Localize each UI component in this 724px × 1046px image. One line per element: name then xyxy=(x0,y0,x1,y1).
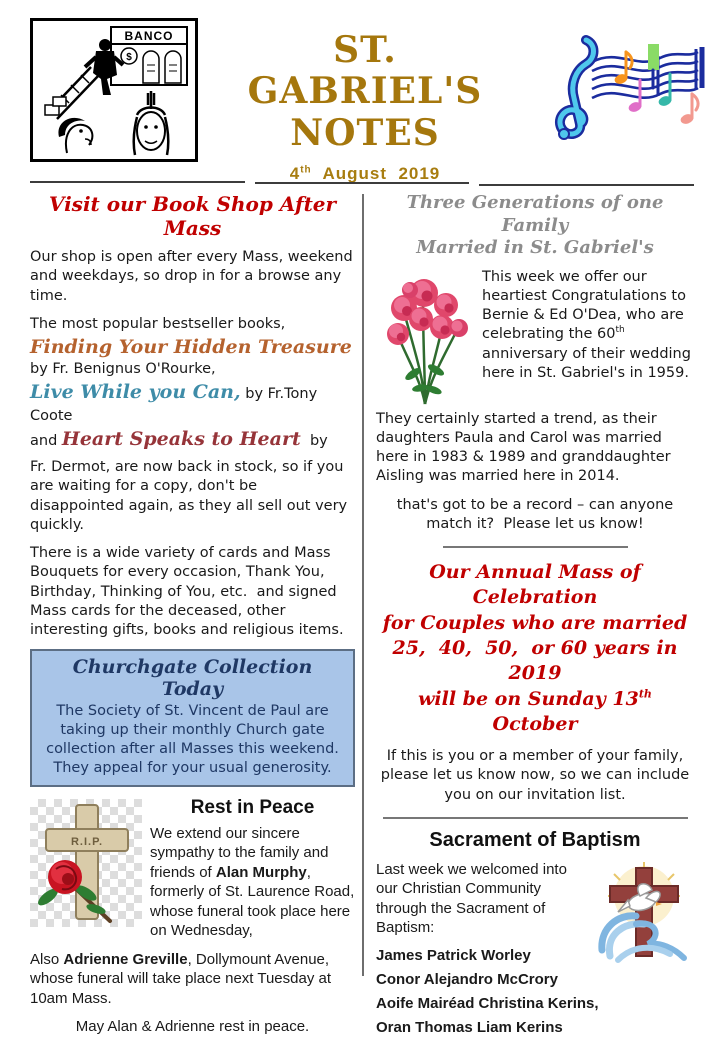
rip-cross-text: R.I.P. xyxy=(70,835,104,848)
bookshop-paragraph-4: There is a wide variety of cards and Mass Bouquets for every occasion, Thank You, Birthday, Thinking of You, etc. and signed Mass cards for the deceased, other interesting gifts, books and religious items. xyxy=(30,545,344,639)
book-author-2: by Fr.Tony Coote xyxy=(30,386,322,424)
rip-cross-rose-svg xyxy=(30,799,142,927)
column-divider xyxy=(362,194,364,976)
book-line-3 xyxy=(30,428,355,452)
baptism-name: Aoife Mairéad Christina Kerins, xyxy=(376,994,599,1012)
bookshop-paragraph-2: The most popular bestseller books, xyxy=(30,315,286,332)
newsletter-title-line2: NOTES xyxy=(290,111,440,154)
header-divider-segment xyxy=(479,184,694,186)
rip-paragraph-3: May Alan & Adrienne rest in peace. xyxy=(75,1018,310,1036)
peony-bouquet-svg xyxy=(376,268,474,406)
generations-paragraph-2: They certainly started a trend, as their daughters Paula and Carol was married here in 1983 & 1989 and granddaughter Aisling was married here in 2014. xyxy=(376,410,671,485)
baptism-block xyxy=(376,860,694,1036)
masthead xyxy=(210,30,520,184)
peony-bouquet-image xyxy=(376,268,474,406)
baptism-heading: Sacrament of Baptism xyxy=(429,828,641,851)
banco-cartoon-svg xyxy=(33,21,195,159)
bookshop-heading: Visit our Book Shop After Mass xyxy=(48,192,337,240)
generations-heading-line2: Married in St. Gabriel's xyxy=(416,237,654,258)
rip-name-alan-murphy: Alan Murphy xyxy=(215,863,307,881)
annual-mass-line1: Our Annual Mass of Celebration xyxy=(429,561,641,609)
rip-paragraph-2 xyxy=(30,950,355,1009)
rip-name-adrienne-greville: Adrienne Greville xyxy=(63,950,188,968)
newsletter-title-line1: ST. GABRIEL'S xyxy=(247,29,483,113)
annual-mass-line2: for Couples who are married xyxy=(382,611,688,634)
annual-mass-paragraph: If this is you or a member of your family, please let us know now, so we can include you on our invitation list. xyxy=(380,748,690,803)
book-author-3: by xyxy=(300,433,328,450)
date-number: 4 xyxy=(289,164,301,184)
book-author-1: by Fr. Benignus O'Rourke, xyxy=(30,360,216,377)
book-title-heart-speaks-to-heart: Heart Speaks to Heart xyxy=(61,428,301,451)
header-divider xyxy=(30,181,694,183)
date-ordinal: th xyxy=(300,164,312,176)
generations-intro-block xyxy=(376,268,694,384)
book-title-finding-your-hidden-treasure: Finding Your Hidden Treasure xyxy=(30,336,352,359)
generations-heading-line1: Three Generations of one Family xyxy=(406,192,664,236)
annual-mass-announcement xyxy=(376,560,694,737)
baptism-intro: Last week we welcomed into our Christian Community through the Sacrament of Baptism: xyxy=(376,860,567,937)
churchgate-heading: Churchgate Collection Today xyxy=(72,656,313,701)
generations-p1-ordinal: th xyxy=(615,325,625,336)
music-notes-image xyxy=(540,22,708,160)
generations-paragraph-3: that's got to be a record – can anyone match it? Please let us know! xyxy=(396,496,678,532)
right-column xyxy=(376,192,694,1043)
annual-mass-line4 xyxy=(376,687,694,738)
rip-p1-start: We extend our sincere sympathy to the family and friends of xyxy=(150,824,329,881)
annual-mass-line3: 25, 40, 50, or 60 years in 2019 xyxy=(392,636,685,685)
annual-mass-line4-end: October xyxy=(492,712,578,735)
rip-p2-end: , Dollymount Avenue, whose funeral will take place next Tuesday at 10am Mass. xyxy=(30,950,332,1007)
generations-p1-end: anniversary of their wedding here in St. Gabriel's in 1959. xyxy=(482,345,691,381)
rip-heading: Rest in Peace xyxy=(190,796,315,818)
churchgate-collection-box xyxy=(30,649,355,786)
rip-cross-rose-image xyxy=(30,799,142,927)
churchgate-body: The Society of St. Vincent de Paul are taking up their monthly Church gate collection after all Masses this weekend. They appeal for your usual generosity. xyxy=(46,703,339,776)
bookshop-paragraph-1: Our shop is open after every Mass, weekend and weekdays, so drop in for a browse any time. xyxy=(30,249,353,304)
banco-sign-text: BANCO xyxy=(124,29,174,43)
book-line-2 xyxy=(30,381,355,426)
bookshop-paragraph-3: Fr. Dermot, are now back in stock, so if you are waiting for a copy, don't be disappointed again, as they all sell out very quickly. xyxy=(30,458,348,533)
annual-mass-line4-ordinal: th xyxy=(638,687,652,701)
baptism-name: James Patrick Worley xyxy=(376,946,531,964)
section-rule xyxy=(443,546,628,548)
rip-p2-start: Also xyxy=(30,950,64,968)
header-divider-segment xyxy=(255,182,470,184)
baptism-cross-dove-image xyxy=(590,860,694,962)
banco-dollar-text: $ xyxy=(126,52,132,63)
baptism-cross-dove-svg xyxy=(590,860,694,962)
rip-p1-end: , formerly of St. Laurence Road, whose funeral took place here on Wednesday, xyxy=(150,863,355,940)
book-line-3-and: and xyxy=(30,433,62,450)
rest-in-peace-section xyxy=(30,797,355,941)
book-title-live-while-you-can: Live While you Can, xyxy=(30,381,241,404)
generations-p1-start: This week we offer our heartiest Congratulations to Bernie & Ed O'Dea, who are celebrating the 60 xyxy=(482,268,686,343)
baptism-name: Oran Thomas Liam Kerins xyxy=(376,1018,563,1036)
section-rule xyxy=(383,817,688,819)
annual-mass-line4-start: will be on Sunday 13 xyxy=(418,687,639,710)
music-notes-svg xyxy=(540,22,708,160)
header-divider-segment xyxy=(30,181,245,183)
left-column xyxy=(30,192,355,1046)
generations-heading xyxy=(376,192,694,260)
banco-cartoon-image xyxy=(30,18,198,162)
date-rest: August 2019 xyxy=(311,164,441,184)
baptism-name: Conor Alejandro McCrory xyxy=(376,970,558,988)
